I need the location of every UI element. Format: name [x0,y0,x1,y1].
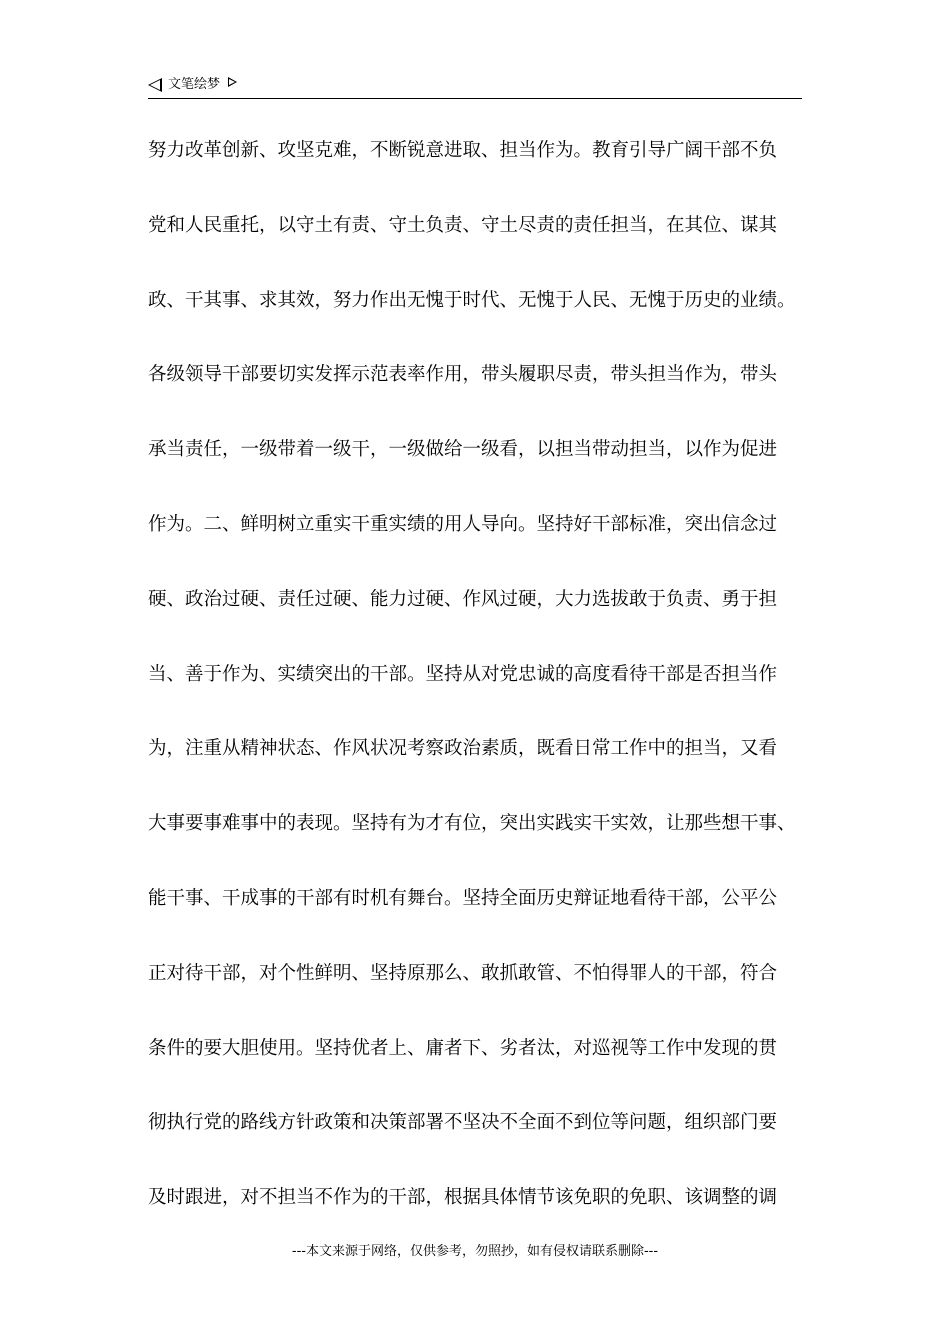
triangle-left-icon [148,78,162,92]
body-line: 承当责任，一级带着一级干，一级做给一级看，以担当带动担当，以作为促进 [148,439,778,461]
body-line: 彻执行党的路线方针政策和决策部署不坚决不全面不到位等问题，组织部门要 [148,1112,778,1134]
body-line: 能干事、干成事的干部有时机有舞台。坚持全面历史辩证地看待干部，公平公 [148,887,778,909]
header-title: 文笔绘梦 [168,77,221,92]
body-line: 为，注重从精神状态、作风状况考察政治素质，既看日常工作中的担当，又看 [148,738,778,760]
header-inner [148,77,237,93]
body-line: 努力改革创新、攻坚克难，不断锐意进取、担当作为。教育引导广阔干部不负 [148,140,778,161]
body-line: 及时跟进，对不担当不作为的干部，根据具体情节该免职的免职、该调整的调 [148,1187,778,1209]
body-line: 当、善于作为、实绩突出的干部。坚持从对党忠诚的高度看待干部是否担当作 [148,663,778,685]
body-line: 政、干其事、求其效，努力作出无愧于时代、无愧于人民、无愧于历史的业绩。 [148,289,796,311]
body-line: 硬、政治过硬、责任过硬、能力过硬、作风过硬，大力选拔敢于负责、勇于担 [148,588,778,610]
body-line: 党和人民重托，以守土有责、守土负责、守土尽责的责任担当，在其位、谋其 [148,214,778,236]
body-line: 大事要事难事中的表现。坚持有为才有位，突出实践实干实效，让那些想干事、 [148,813,796,835]
body-line: 条件的要大胆使用。坚持优者上、庸者下、劣者汰，对巡视等工作中发现的贯 [148,1037,778,1059]
body-line: 正对待干部，对个性鲜明、坚持原那么、敢抓敢管、不怕得罪人的干部，符合 [148,962,778,984]
body-line: 作为。二、鲜明树立重实干重实绩的用人导向。坚持好干部标准，突出信念过 [148,513,778,535]
page-footer: ---本文来源于网络，仅供参考，勿照抄，如有侵权请联系删除--- [291,1244,659,1259]
document-body [148,137,808,1259]
triangle-right-icon [228,77,237,87]
body-line: 各级领导干部要切实发挥示范表率作用，带头履职尽责，带头担当作为，带头 [148,364,778,386]
page-header [148,72,802,99]
